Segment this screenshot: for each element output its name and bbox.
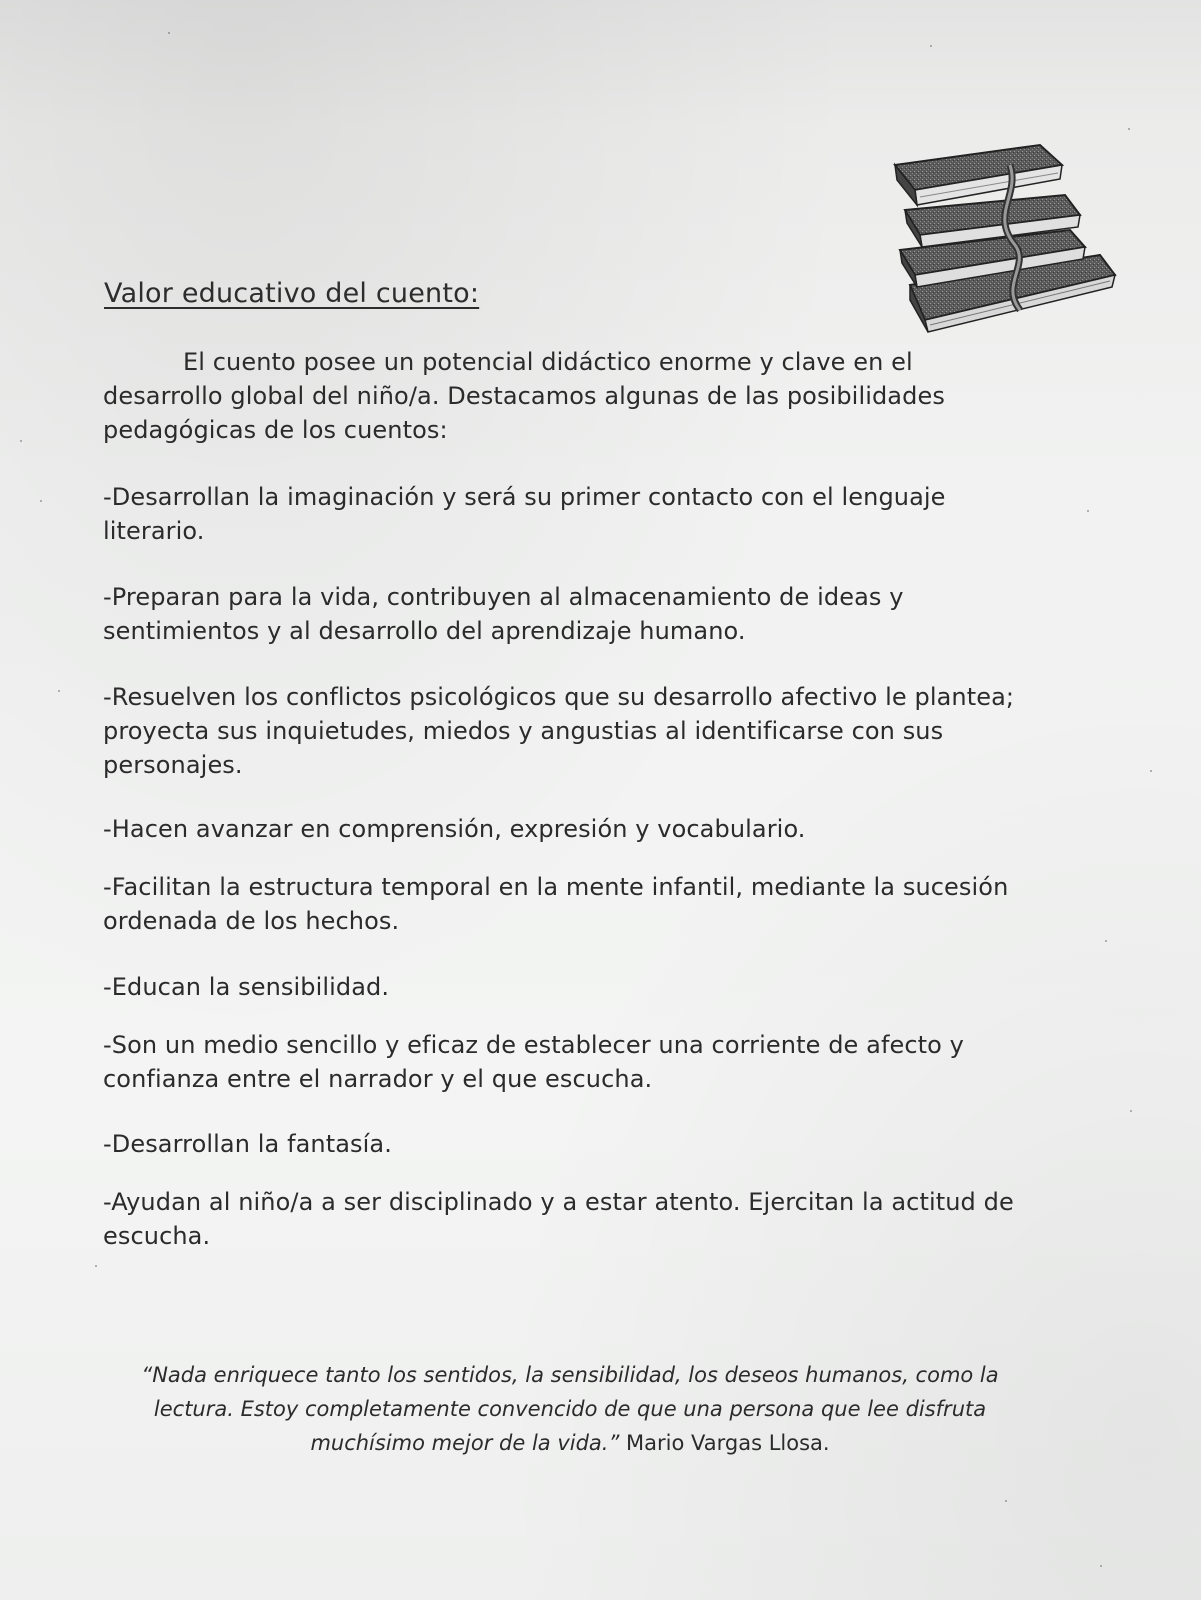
stack-of-books-icon: [890, 135, 1125, 340]
list-item: -Ayudan al niño/a a ser disciplinado y a estar atento. Ejercitan la actitud de escucha.: [103, 1188, 1014, 1250]
quote-text: “Nada enriquece tanto los sentidos, la sensibilidad, los deseos humanos, como la lectura. Estoy completamente convencido de que una persona que lee disfruta muchísimo mejor de la vida.”: [141, 1363, 999, 1455]
paper-speck: [20, 440, 22, 442]
quote-author: Mario Vargas Llosa.: [626, 1431, 830, 1455]
paper-speck: [40, 500, 42, 502]
paper-speck: [1087, 510, 1089, 512]
list-item: -Resuelven los conflictos psicológicos que su desarrollo afectivo le plantea; proyecta sus inquietudes, miedos y angustias al identificarse con sus personajes.: [103, 683, 1015, 779]
list-item: -Desarrollan la imaginación y será su primer contacto con el lenguaje literario.: [103, 483, 946, 545]
paper-speck: [1150, 770, 1152, 772]
page-title: Valor educativo del cuento:: [104, 278, 480, 309]
closing-quote: [130, 1358, 1010, 1460]
list-item: -Hacen avanzar en comprensión, expresión y vocabulario.: [103, 815, 806, 843]
paper-speck: [1100, 1565, 1102, 1567]
paper-speck: [930, 45, 932, 47]
paper-speck: [1105, 940, 1107, 942]
list-item: -Preparan para la vida, contribuyen al almacenamiento de ideas y sentimientos y al desarrollo del aprendizaje humano.: [103, 583, 904, 645]
paper-speck: [58, 690, 60, 692]
list-item: -Son un medio sencillo y eficaz de establecer una corriente de afecto y confianza entre el narrador y el que escucha.: [103, 1031, 964, 1093]
paper-speck: [1128, 128, 1130, 130]
list-item: -Desarrollan la fantasía.: [103, 1130, 392, 1158]
list-item: -Educan la sensibilidad.: [103, 973, 390, 1001]
intro-paragraph: El cuento posee un potencial didáctico enorme y clave en el desarrollo global del niño/a. Destacamos algunas de las posibilidades pedagógicas de los cuentos:: [103, 348, 945, 444]
paper-speck: [95, 1265, 97, 1267]
paper-speck: [1130, 1110, 1132, 1112]
paper-speck: [1005, 1500, 1007, 1502]
paper-speck: [168, 32, 170, 34]
list-item: -Facilitan la estructura temporal en la mente infantil, mediante la sucesión ordenada de los hechos.: [103, 873, 1009, 935]
